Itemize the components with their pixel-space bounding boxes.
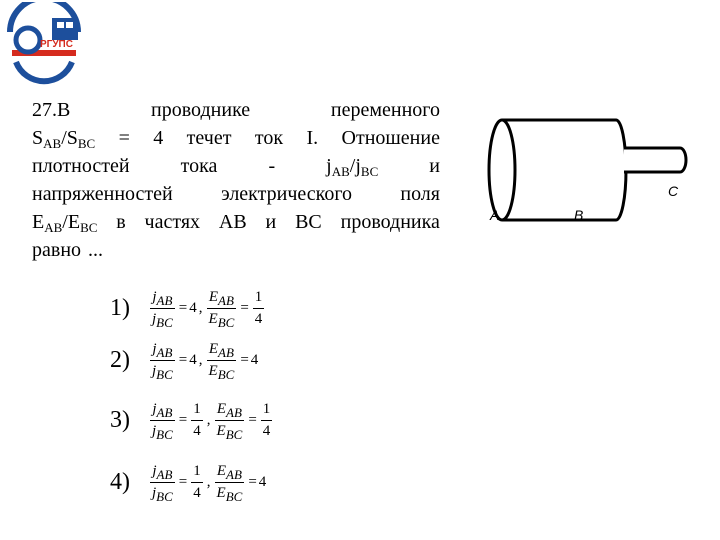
question-text <box>32 96 440 264</box>
e-ratio-fraction: $\frac{E_{AB}}{E_{BC}}$ <box>208 288 235 330</box>
question-line-1: 27.В проводнике переменного <box>32 99 440 121</box>
rgups-logo <box>2 2 86 86</box>
answer-option-3[interactable]: 3) $\frac{j_{AB}}{j_{BC}}$ = $\frac{1}{4}$ , $\frac{E_{AB}}{E_{BC}}$ = $\frac{1}{4}$ <box>110 400 271 442</box>
question-line-5: $E_{AB}/E_{BC}$ в частях АВ и ВС проводника <box>32 211 440 235</box>
narrow-cylinder-bc <box>624 148 686 172</box>
j-value-fraction: $\frac{1}{4}$ <box>193 462 201 501</box>
answer-number: 3) <box>110 406 130 433</box>
logo-text: РГУПС <box>40 39 73 50</box>
e-value-fraction: $\frac{1}{4}$ <box>254 288 263 327</box>
answer-number: 2) <box>110 346 130 373</box>
question-line-4: напряженностей электрического поля <box>32 183 440 205</box>
e-ratio-fraction: $\frac{E_{AB}}{E_{BC}}$ <box>208 340 235 382</box>
conductor-figure <box>482 108 692 228</box>
answer-number: 1) <box>110 294 130 321</box>
e-ratio-fraction: $\frac{E_{AB}}{E_{BC}}$ <box>216 462 243 504</box>
j-value-fraction: $\frac{1}{4}$ <box>193 400 201 439</box>
question-line-3: плотностей тока - $j_{AB}/j_{BC}$ и <box>32 155 440 179</box>
j-ratio-fraction: $\frac{j_{AB}}{j_{BC}}$ <box>152 400 173 442</box>
question-line-2: $S_{AB}/S_{BC}$ = 4 течет ток I. Отношение <box>32 127 440 151</box>
wide-cylinder-ab <box>502 120 626 220</box>
question-line-6: равно ... <box>32 239 104 261</box>
j-ratio-fraction: $\frac{j_{AB}}{j_{BC}}$ <box>152 340 173 382</box>
label-c: C <box>668 183 679 199</box>
e-value-fraction: $\frac{1}{4}$ <box>262 400 271 439</box>
j-ratio-fraction: $\frac{j_{AB}}{j_{BC}}$ <box>152 288 173 330</box>
j-ratio-fraction: $\frac{j_{AB}}{j_{BC}}$ <box>152 462 173 504</box>
answer-option-2[interactable]: 2) $\frac{j_{AB}}{j_{BC}}$ = 4 , $\frac{E_{AB}}{E_{BC}}$ = 4 <box>110 340 259 382</box>
answer-option-4[interactable]: 4) $\frac{j_{AB}}{j_{BC}}$ = $\frac{1}{4}$ , $\frac{E_{AB}}{E_{BC}}$ = 4 <box>110 462 267 504</box>
e-ratio-fraction: $\frac{E_{AB}}{E_{BC}}$ <box>216 400 243 442</box>
label-a: A <box>490 207 500 223</box>
answer-option-1[interactable]: 1) $\frac{j_{AB}}{j_{BC}}$ = 4 , $\frac{E_{AB}}{E_{BC}}$ = $\frac{1}{4}$ <box>110 288 263 330</box>
wide-cylinder-end <box>489 120 515 220</box>
label-b: B <box>574 207 584 223</box>
answer-number: 4) <box>110 468 130 495</box>
